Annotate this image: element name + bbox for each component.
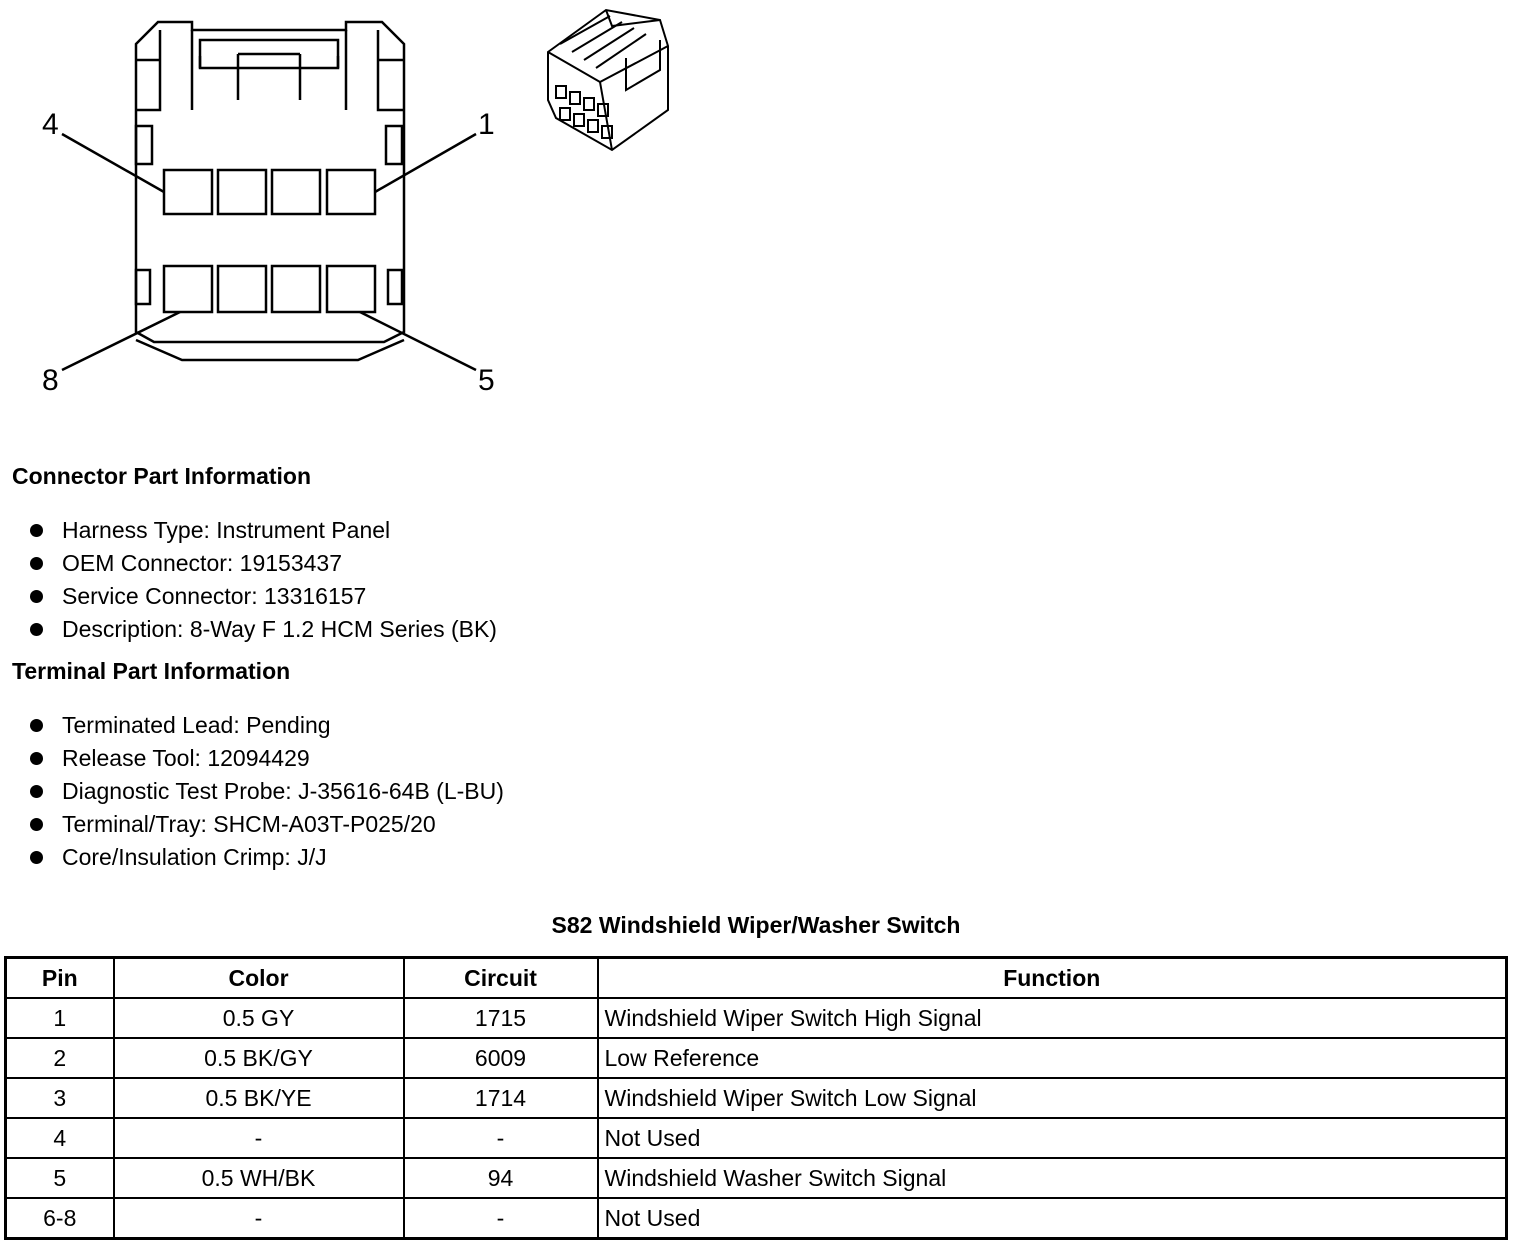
table-row [6,1198,1507,1239]
cell-color: - [114,1198,404,1239]
cell-circuit: 1714 [404,1078,598,1118]
header-pin: Pin [6,958,114,999]
cell-color: 0.5 GY [114,998,404,1038]
list-item: Harness Type: Instrument Panel [30,514,497,547]
list-item: Core/Insulation Crimp: J/J [30,841,504,874]
cell-function: Not Used [598,1118,1507,1158]
cell-circuit: - [404,1198,598,1239]
pinout-table [4,956,1508,1240]
header-color: Color [114,958,404,999]
list-item: Service Connector: 13316157 [30,580,497,613]
cell-color: - [114,1118,404,1158]
table-header-row [6,958,1507,999]
pin-label-1: 1 [478,108,495,141]
list-item: Terminated Lead: Pending [30,709,504,742]
list-item: Description: 8-Way F 1.2 HCM Series (BK) [30,613,497,646]
cell-circuit: 1715 [404,998,598,1038]
cell-pin: 6-8 [6,1198,114,1239]
cell-color: 0.5 BK/GY [114,1038,404,1078]
cell-circuit: - [404,1118,598,1158]
pin-label-4: 4 [42,108,59,141]
terminal-info-list [30,709,504,874]
cell-pin: 5 [6,1158,114,1198]
table-row [6,1078,1507,1118]
bullet-icon [30,557,43,570]
cell-function: Windshield Wiper Switch Low Signal [598,1078,1507,1118]
bullet-icon [30,752,43,765]
list-item: Release Tool: 12094429 [30,742,504,775]
connector-face-drawing [62,22,476,370]
list-item: Diagnostic Test Probe: J-35616-64B (L-BU) [30,775,504,808]
connector-info-list [30,514,497,646]
bullet-icon [30,719,43,732]
connector-diagram [0,0,700,420]
bullet-icon [30,524,43,537]
table-row [6,1158,1507,1198]
terminal-info-heading: Terminal Part Information [12,658,291,684]
header-circuit: Circuit [404,958,598,999]
cell-pin: 4 [6,1118,114,1158]
cell-pin: 2 [6,1038,114,1078]
cell-pin: 1 [6,998,114,1038]
cell-pin: 3 [6,1078,114,1118]
header-function: Function [598,958,1507,999]
cell-function: Windshield Washer Switch Signal [598,1158,1507,1198]
connector-iso-drawing [548,10,668,150]
bullet-icon [30,623,43,636]
bullet-icon [30,590,43,603]
cell-circuit: 94 [404,1158,598,1198]
cell-circuit: 6009 [404,1038,598,1078]
cell-color: 0.5 BK/YE [114,1078,404,1118]
cell-function: Not Used [598,1198,1507,1239]
list-item: Terminal/Tray: SHCM-A03T-P025/20 [30,808,504,841]
table-title: S82 Windshield Wiper/Washer Switch [551,912,961,938]
table-row [6,1038,1507,1078]
cell-function: Windshield Wiper Switch High Signal [598,998,1507,1038]
list-item: OEM Connector: 19153437 [30,547,497,580]
pin-label-5: 5 [478,364,495,397]
connector-info-heading: Connector Part Information [12,463,312,489]
cell-color: 0.5 WH/BK [114,1158,404,1198]
pin-label-8: 8 [42,364,59,397]
table-row [6,998,1507,1038]
cell-function: Low Reference [598,1038,1507,1078]
bullet-icon [30,818,43,831]
table-row [6,1118,1507,1158]
bullet-icon [30,785,43,798]
bullet-icon [30,851,43,864]
